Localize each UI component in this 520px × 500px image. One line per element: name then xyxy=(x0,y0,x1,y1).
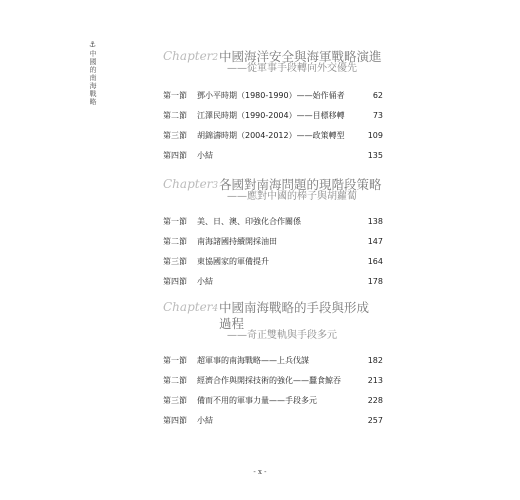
chapter-badge: Chapter4 xyxy=(163,300,219,314)
toc-entry[interactable] xyxy=(163,257,383,277)
page-footer-number: - x - xyxy=(253,468,267,476)
section-label: 第二節 xyxy=(163,237,187,246)
page-number: 109 xyxy=(367,131,383,140)
toc-entry[interactable] xyxy=(163,131,383,151)
section-label: 第一節 xyxy=(163,356,187,365)
chapter-title: 中國南海戰略的手段與形成過程 xyxy=(219,300,370,331)
section-label: 第一節 xyxy=(163,217,187,226)
toc-entry[interactable] xyxy=(163,217,383,237)
running-header-title: 中國的南海戰略 xyxy=(89,50,97,106)
section-label: 第三節 xyxy=(163,131,187,140)
section-label: 第二節 xyxy=(163,111,187,120)
chapter-2-block xyxy=(163,49,383,171)
section-title: 胡錦濤時期（2004-2012）——政策轉型 xyxy=(197,131,345,140)
chapter-subtitle: ——奇正雙軌與手段多元 xyxy=(227,330,337,341)
section-list xyxy=(163,91,383,171)
section-title: 小結 xyxy=(197,151,213,160)
section-label: 第二節 xyxy=(163,376,187,385)
page-number: 182 xyxy=(367,356,383,365)
toc-entry[interactable] xyxy=(163,416,383,436)
page-number: 178 xyxy=(367,277,383,286)
toc-entry[interactable] xyxy=(163,237,383,257)
section-title: 江澤民時期（1990-2004）——目標移轉 xyxy=(197,111,345,120)
page-number: 147 xyxy=(367,237,383,246)
page-number: 213 xyxy=(367,376,383,385)
section-title: 小結 xyxy=(197,277,213,286)
section-label: 第三節 xyxy=(163,396,187,405)
toc-entry[interactable] xyxy=(163,151,383,171)
chapter-emblem-icon: ⚓ xyxy=(88,40,97,49)
section-title: 備而不用的軍事力量——手段多元 xyxy=(197,396,317,405)
page-number: 62 xyxy=(372,91,383,100)
toc-entry[interactable] xyxy=(163,91,383,111)
chapter-badge: Chapter2 xyxy=(163,49,219,63)
toc-entry[interactable] xyxy=(163,111,383,131)
section-label: 第四節 xyxy=(163,416,187,425)
chapter-subtitle: ——應對中國的棒子與胡蘿蔔 xyxy=(227,191,357,202)
page-number: 138 xyxy=(367,217,383,226)
chapter-4-block xyxy=(163,300,383,436)
section-title: 美、日、澳、印強化合作關係 xyxy=(197,217,301,226)
section-label: 第三節 xyxy=(163,257,187,266)
toc-entry[interactable] xyxy=(163,277,383,297)
chapter-3-block xyxy=(163,177,383,297)
section-title: 經濟合作與開採技術的強化——蠶食鯨吞 xyxy=(197,376,341,385)
section-title: 東協國家的軍備提升 xyxy=(197,257,269,266)
chapter-subtitle: ——從軍事手段轉向外交優先 xyxy=(227,63,357,74)
page-number: 164 xyxy=(367,257,383,266)
toc-entry[interactable] xyxy=(163,376,383,396)
page-number: 135 xyxy=(367,151,383,160)
page-number: 73 xyxy=(372,111,383,120)
page-number: 228 xyxy=(367,396,383,405)
section-label: 第一節 xyxy=(163,91,187,100)
chapter-title: 各國對南海問題的現階段策略 xyxy=(219,177,382,192)
section-label: 第四節 xyxy=(163,277,187,286)
toc-entry[interactable] xyxy=(163,356,383,376)
section-title: 南海諸國持續開採油田 xyxy=(197,237,277,246)
chapter-title: 中國海洋安全與海軍戰略演進 xyxy=(219,49,382,64)
section-label: 第四節 xyxy=(163,151,187,160)
section-list xyxy=(163,356,383,436)
section-list xyxy=(163,217,383,297)
section-title: 超軍事的南海戰略——上兵伐謀 xyxy=(197,356,309,365)
chapter-badge: Chapter3 xyxy=(163,177,219,191)
section-title: 小結 xyxy=(197,416,213,425)
toc-entry[interactable] xyxy=(163,396,383,416)
section-title: 鄧小平時期（1980-1990）——始作俑者 xyxy=(197,91,345,100)
page-number: 257 xyxy=(367,416,383,425)
chapter-heading xyxy=(163,300,383,334)
